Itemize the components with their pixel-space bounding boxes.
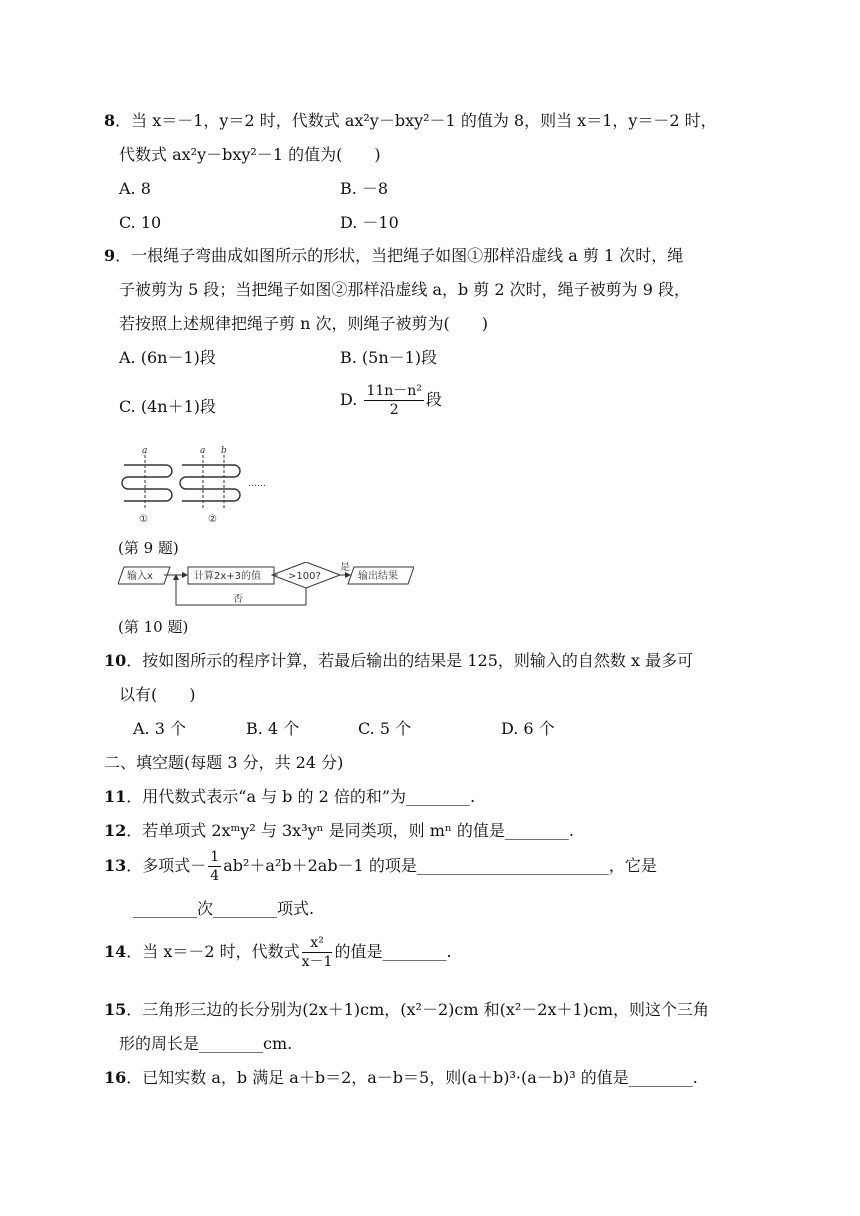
question-number: 13 bbox=[104, 856, 127, 875]
flow-input: 输入x bbox=[127, 571, 153, 582]
question-number: 16 bbox=[104, 1068, 127, 1087]
question-text-pre: ．多项式－ bbox=[126, 856, 207, 875]
label-figure-2: ② bbox=[208, 514, 217, 525]
question-number: 9 bbox=[104, 246, 116, 265]
question-10 bbox=[104, 650, 693, 672]
question-10-line2: 以有( ) bbox=[119, 685, 196, 704]
fraction-numerator: 1 bbox=[210, 849, 220, 865]
question-9-line2: 子被剪为 5 段；当把绳子如图②那样沿虚线 a，b 剪 2 次时，绳子被剪为 9 段， bbox=[119, 280, 691, 299]
flow-no: 否 bbox=[233, 594, 243, 605]
option-a: A. 8 bbox=[119, 179, 151, 198]
question-15 bbox=[104, 999, 709, 1021]
fraction-denominator: 2 bbox=[389, 402, 399, 418]
question-text-pre: ．当 x＝－2 时，代数式 bbox=[126, 942, 300, 961]
question-9 bbox=[104, 245, 683, 267]
option-d: D. －10 bbox=[340, 213, 399, 232]
question-text: ．用代数式表示“a 与 b 的 2 倍的和”为________. bbox=[126, 787, 476, 806]
question-number: 12 bbox=[104, 821, 127, 840]
option-c: C. (4n＋1)段 bbox=[119, 397, 216, 416]
question-number: 14 bbox=[104, 942, 127, 961]
question-text-line1: ．当 x＝－1，y＝2 时，代数式 ax²y－bxy²－1 的值为 8，则当 x＝1，y＝－2 时， bbox=[115, 111, 717, 130]
option-suffix: 段 bbox=[425, 390, 442, 409]
ellipsis: …… bbox=[248, 479, 266, 489]
question-13 bbox=[104, 848, 657, 885]
option-c: C. 10 bbox=[119, 213, 162, 232]
question-text-post: ab²＋a²b＋2ab－1 的项是________________________，它是 bbox=[223, 856, 657, 875]
fraction bbox=[364, 382, 423, 419]
question-number: 8 bbox=[104, 111, 116, 130]
question-text-line1: ．按如图所示的程序计算，若最后输出的结果是 125，则输入的自然数 x 最多可 bbox=[126, 651, 694, 670]
rope-figure bbox=[118, 443, 270, 525]
figure-9-caption: (第 9 题) bbox=[118, 539, 179, 557]
fraction-numerator: x² bbox=[302, 934, 333, 953]
question-15-line2: 形的周长是________cm. bbox=[119, 1034, 293, 1053]
section-heading: 二、填空题(每题 3 分，共 24 分) bbox=[104, 753, 344, 772]
figure-10-caption: (第 10 题) bbox=[118, 618, 189, 636]
fraction-denominator: x－1 bbox=[301, 954, 333, 970]
label-figure-1: ① bbox=[139, 514, 148, 525]
question-9-line3: 若按照上述规律把绳子剪 n 次，则绳子被剪为( ) bbox=[119, 314, 488, 333]
question-8 bbox=[104, 110, 717, 132]
option-b: B. －8 bbox=[340, 179, 389, 198]
question-number: 15 bbox=[104, 1000, 127, 1019]
option-a: A. 3 个 bbox=[133, 719, 186, 738]
label-a: a bbox=[142, 446, 148, 456]
question-text: ．已知实数 a，b 满足 a＋b＝2，a－b＝5，则(a＋b)³·(a－b)³ 的值是________. bbox=[126, 1068, 698, 1087]
fraction-numerator: 11n－n² bbox=[366, 383, 422, 399]
flow-output: 输出结果 bbox=[358, 571, 398, 582]
question-number: 11 bbox=[104, 787, 127, 806]
flowchart-figure bbox=[118, 562, 414, 612]
option-a: A. (6n－1)段 bbox=[119, 348, 216, 367]
question-11 bbox=[104, 786, 475, 808]
flow-condition: >100? bbox=[288, 571, 321, 582]
option-d: D. 6 个 bbox=[501, 719, 555, 738]
question-text-line1: ．三角形三边的长分别为(2x＋1)cm，(x²－2)cm 和(x²－2x＋1)cm，则这个三角 bbox=[126, 1000, 710, 1019]
flow-yes: 是 bbox=[340, 562, 350, 573]
question-12 bbox=[104, 820, 574, 842]
question-14 bbox=[104, 934, 452, 971]
option-d bbox=[340, 382, 442, 419]
question-number: 10 bbox=[104, 651, 127, 670]
option-b: B. 4 个 bbox=[246, 719, 300, 738]
fraction bbox=[208, 848, 221, 885]
fraction bbox=[302, 934, 333, 971]
question-13-line2: ________次________项式. bbox=[133, 899, 315, 918]
option-label: D. bbox=[340, 390, 358, 409]
question-16 bbox=[104, 1067, 698, 1089]
flow-compute: 计算2x+3的值 bbox=[194, 571, 262, 582]
question-text: ．若单项式 2xᵐy² 与 3x³yⁿ 是同类项，则 mⁿ 的值是________. bbox=[126, 821, 575, 840]
label-b: b bbox=[221, 446, 227, 456]
question-text-post: 的值是________. bbox=[334, 942, 452, 961]
question-text-line1: ．一根绳子弯曲成如图所示的形状，当把绳子如图①那样沿虚线 a 剪 1 次时，绳 bbox=[115, 246, 684, 265]
option-c: C. 5 个 bbox=[358, 719, 412, 738]
option-b: B. (5n－1)段 bbox=[340, 348, 438, 367]
fraction-denominator: 4 bbox=[210, 868, 220, 884]
label-a: a bbox=[200, 446, 206, 456]
question-8-line2: 代数式 ax²y－bxy²－1 的值为( ) bbox=[119, 145, 381, 164]
